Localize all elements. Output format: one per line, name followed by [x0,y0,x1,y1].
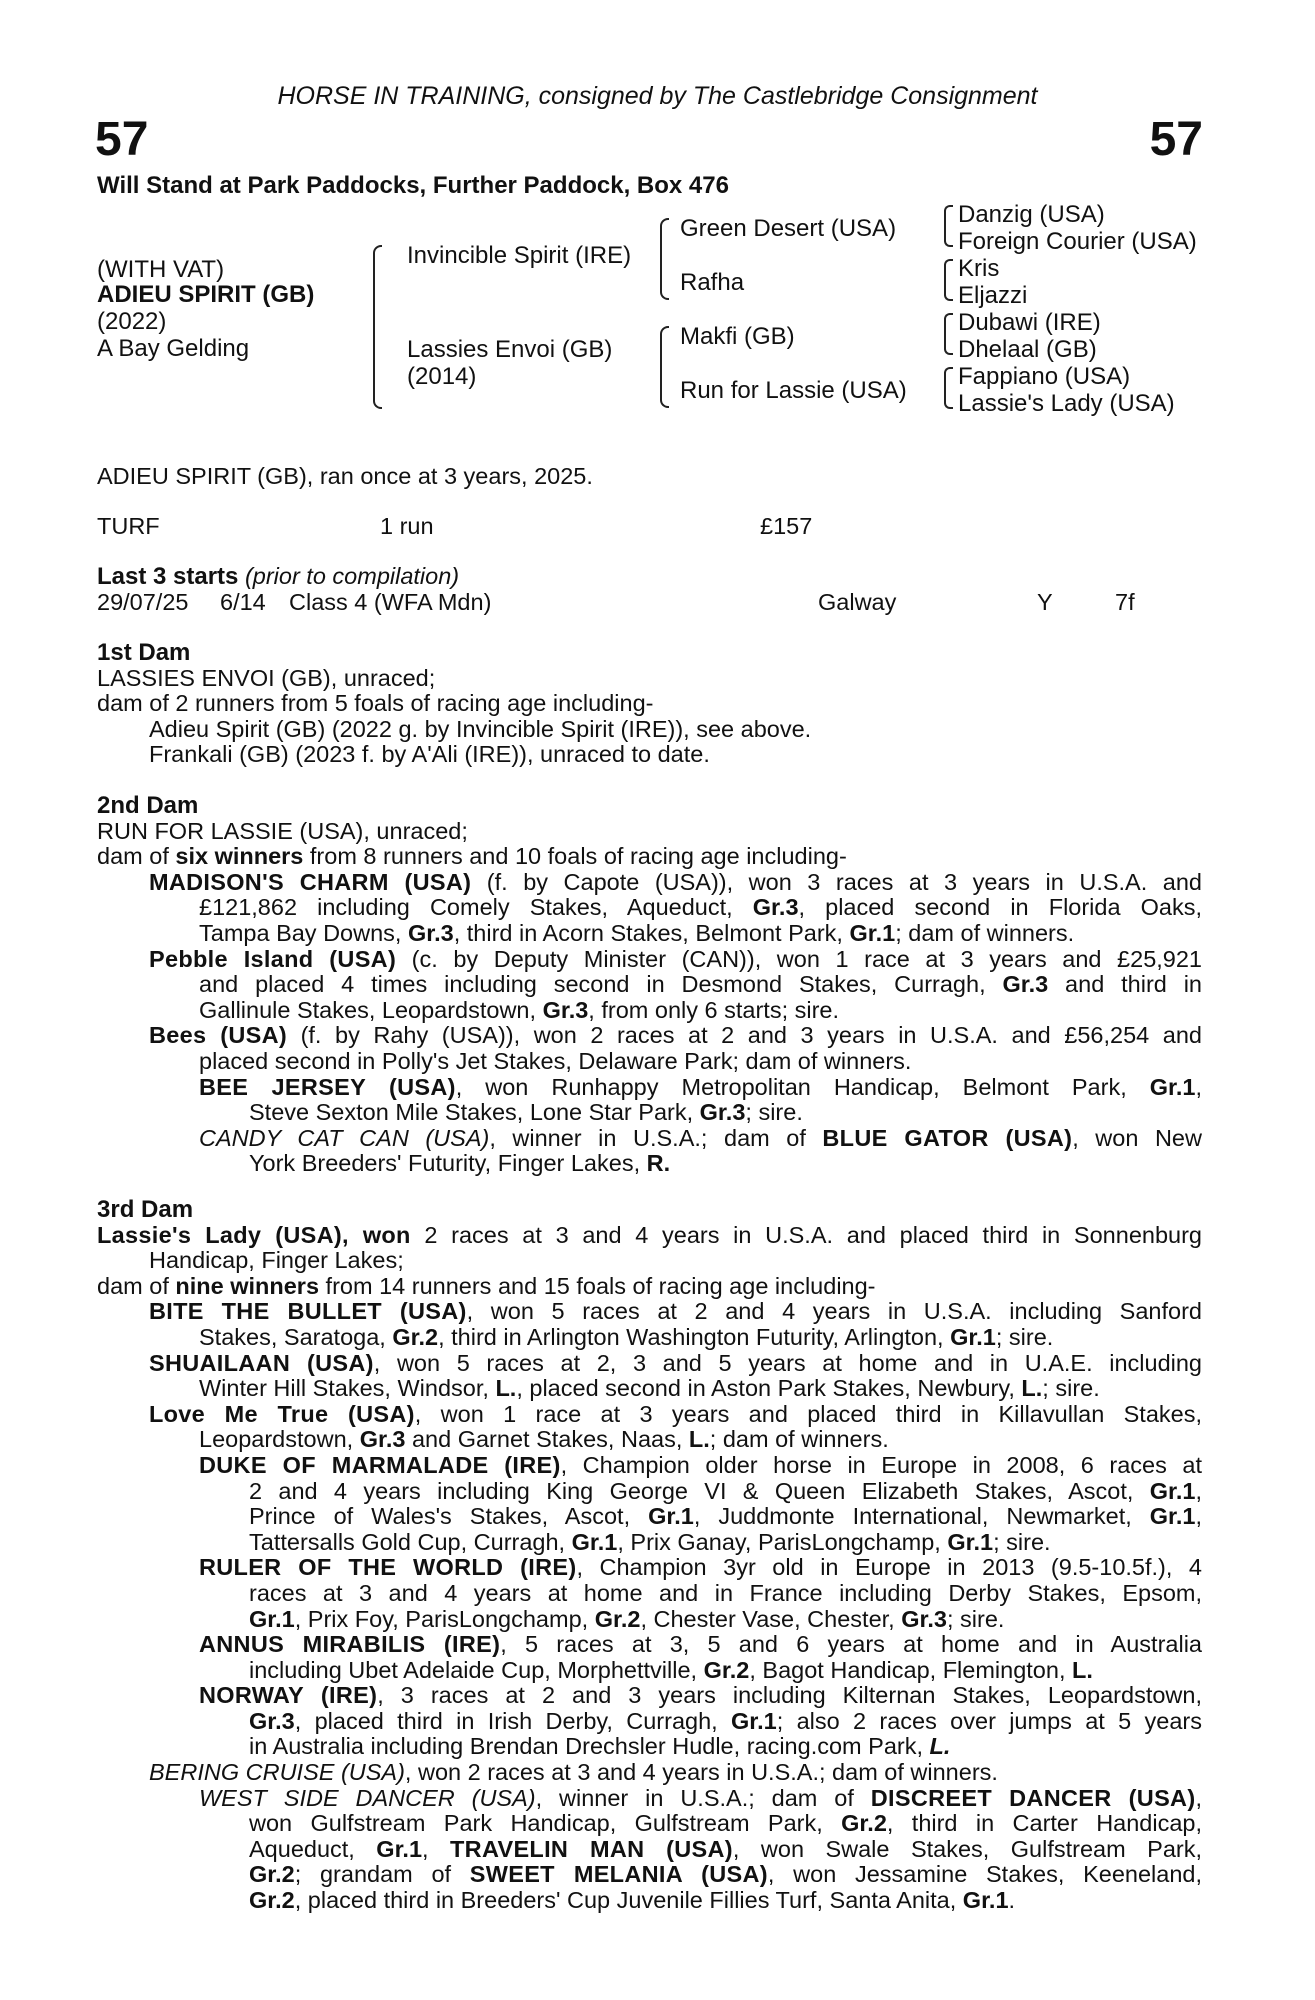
vat-label: (WITH VAT) [97,256,225,283]
start-date: 29/07/25 [97,589,189,615]
produce-entry: ANNUS MIRABILIS (IRE), 5 races at 3, 5 and 6 years at home and in Australia [199,1631,1202,1658]
pedigree-brace-1 [373,245,382,409]
catalogue-header: HORSE IN TRAINING, consigned by The Castlebridge Consignment [277,82,1038,110]
horse-description: A Bay Gelding [97,335,250,362]
produce-entry: 2 and 4 years including King George VI & Queen Elizabeth Stakes, Ascot, Gr.1, [249,1477,1202,1504]
produce-entry: BITE THE BULLET (USA), won 5 races at 2 and 4 years in U.S.A. including Sanford [149,1298,1202,1325]
start-distance: 7f [1115,589,1135,615]
start-race: Class 4 (WFA Mdn) [289,589,492,615]
produce-entry: Prince of Wales's Stakes, Ascot, Gr.1, Juddmonte International, Newmarket, Gr.1, [249,1503,1202,1530]
produce-entry: DUKE OF MARMALADE (IRE), Champion older horse in Europe in 2008, 6 races at [199,1451,1202,1478]
first-dam-section [97,640,1202,768]
sire: Invincible Spirit (IRE) [407,242,632,269]
ss-sire: Danzig (USA) [958,201,1105,228]
pedigree-brace-2 [660,218,669,300]
dam-sire: Makfi (GB) [680,323,795,350]
pedigree-brace-6 [944,313,953,355]
record-surface: TURF [97,513,160,539]
produce-entry: Gr.3, placed third in Irish Derby, Curragh, Gr.1; also 2 races over jumps at 5 years [249,1707,1202,1734]
sd-sire: Kris [958,255,1000,282]
pedigree-brace-5 [944,259,953,301]
record-earnings: £157 [760,513,813,539]
last-starts-title: Last 3 starts [97,563,239,590]
start-course: Galway [818,589,897,615]
second-dam-section [97,793,1202,1177]
produce-entry: MADISON'S CHARM (USA) (f. by Capote (USA)), won 3 races at 3 years in U.S.A. and [149,868,1202,895]
produce-entry: in Australia including Brendan Drechsler Hudle, racing.com Park, L. [249,1733,951,1760]
dd-dam: Lassie's Lady (USA) [958,390,1175,417]
produce-entry: SHUAILAAN (USA), won 5 races at 2, 3 and 5 years at home and in U.A.E. including [149,1349,1203,1376]
produce-entry: NORWAY (IRE), 3 races at 2 and 3 years including Kilternan Stakes, Leopardstown, [199,1682,1202,1709]
produce-entry: Gr.2, placed third in Breeders' Cup Juvenile Fillies Turf, Santa Anita, Gr.1. [249,1887,1016,1914]
produce-entry: Leopardstown, Gr.3 and Garnet Stakes, Naas, L.; dam of winners. [199,1426,889,1453]
third-dam-line: Lassie's Lady (USA), won 2 races at 3 and 4 years in U.S.A. and placed third in Sonnenburg [97,1221,1202,1248]
produce-entry: Gr.1, Prix Foy, ParisLongchamp, Gr.2, Chester Vase, Chester, Gr.3; sire. [249,1605,1005,1632]
second-dam-line: RUN FOR LASSIE (USA), unraced; [97,817,468,844]
third-dam-heading: 3rd Dam [97,1196,194,1223]
produce-entry: BERING CRUISE (USA), won 2 races at 3 and 4 years in U.S.A.; dam of winners. [149,1759,998,1786]
produce-entry: CANDY CAT CAN (USA), winner in U.S.A.; dam of BLUE GATOR (USA), won New [199,1124,1202,1151]
ds-sire: Dubawi (IRE) [958,309,1101,336]
lot-number-right: 57 [1149,113,1203,166]
third-dam-line: Handicap, Finger Lakes; [149,1247,404,1274]
pedigree-brace-7 [944,367,953,409]
first-dam-line: dam of 2 runners from 5 foals of racing age including- [97,690,654,717]
produce-entry: Pebble Island (USA) (c. by Deputy Minister (CAN)), won 1 race at 3 years and £25,921 [149,945,1203,972]
horse-name: ADIEU SPIRIT (GB) [97,281,315,308]
first-dam-produce: Frankali (GB) (2023 f. by A'Ali (IRE)), unraced to date. [149,741,710,768]
dam: Lassies Envoi (GB) [407,336,613,363]
horse-year: (2022) [97,308,167,335]
produce-entry: Winter Hill Stakes, Windsor, L., placed second in Aston Park Stakes, Newbury, L.; sire. [199,1375,1100,1402]
produce-entry: Stakes, Saratoga, Gr.2, third in Arlington Washington Futurity, Arlington, Gr.1; sire. [199,1323,1054,1350]
produce-entry: Steve Sexton Mile Stakes, Lone Star Park, Gr.3; sire. [249,1099,803,1126]
produce-entry: won Gulfstream Park Handicap, Gulfstream Park, Gr.2, third in Carter Handicap, [249,1810,1203,1837]
produce-entry: placed second in Polly's Jet Stakes, Delaware Park; dam of winners. [199,1047,912,1074]
produce-entry: Gallinule Stakes, Leopardstown, Gr.3, from only 6 starts; sire. [199,996,840,1023]
ds-dam: Dhelaal (GB) [958,336,1097,363]
record-runs: 1 run [380,513,434,539]
lot-number-left: 57 [95,113,149,166]
second-dam-line: dam of six winners from 8 runners and 10 foals of racing age including- [97,843,847,870]
start-going: Y [1037,589,1053,615]
produce-entry: York Breeders' Futurity, Finger Lakes, R. [249,1150,671,1177]
last-starts-heading [97,564,459,590]
venue-line: Will Stand at Park Paddocks, Further Paddock, Box 476 [97,172,729,199]
pedigree-brace-3 [660,326,669,408]
third-dam-line: dam of nine winners from 14 runners and 15 foals of racing age including- [97,1272,876,1299]
first-dam-heading: 1st Dam [97,639,191,666]
produce-entry: Bees (USA) (f. by Rahy (USA)), won 2 races at 2 and 3 years in U.S.A. and £56,254 and [149,1022,1202,1049]
dam-year: (2014) [407,363,477,390]
produce-entry: races at 3 and 4 years at home and in France including Derby Stakes, Epsom, [249,1579,1202,1606]
second-dam-heading: 2nd Dam [97,792,199,819]
produce-entry: and placed 4 times including second in Desmond Stakes, Curragh, Gr.3 and third in [199,971,1202,998]
dd-sire: Fappiano (USA) [958,363,1131,390]
pedigree-brace-4 [944,205,953,247]
ss-dam: Foreign Courier (USA) [958,228,1197,255]
race-summary: ADIEU SPIRIT (GB), ran once at 3 years, 2025. [97,463,593,489]
produce-entry: WEST SIDE DANCER (USA), winner in U.S.A.; dam of DISCREET DANCER (USA), [199,1784,1202,1811]
produce-entry: RULER OF THE WORLD (IRE), Champion 3yr old in Europe in 2013 (9.5-10.5f.), 4 [199,1554,1202,1581]
last-starts-note: (prior to compilation) [244,563,460,589]
produce-entry: Aqueduct, Gr.1, TRAVELIN MAN (USA), won Swale Stakes, Gulfstream Park, [249,1835,1203,1862]
sire-sire: Green Desert (USA) [680,215,897,242]
dam-dam: Run for Lassie (USA) [680,377,907,404]
produce-entry: BEE JERSEY (USA), won Runhappy Metropolitan Handicap, Belmont Park, Gr.1, [199,1073,1202,1100]
produce-entry: Love Me True (USA), won 1 race at 3 years and placed third in Killavullan Stakes, [149,1400,1202,1427]
sire-dam: Rafha [680,269,745,296]
third-dam-section [97,1197,1202,1914]
first-dam-line: LASSIES ENVOI (GB), unraced; [97,664,436,691]
first-dam-produce: Adieu Spirit (GB) (2022 g. by Invincible Spirit (IRE)), see above. [149,715,812,742]
produce-entry: £121,862 including Comely Stakes, Aqueduct, Gr.3, placed second in Florida Oaks, [199,894,1203,921]
produce-entry: including Ubet Adelaide Cup, Morphettville, Gr.2, Bagot Handicap, Flemington, L. [249,1656,1093,1683]
sd-dam: Eljazzi [958,282,1028,309]
produce-entry: Tampa Bay Downs, Gr.3, third in Acorn Stakes, Belmont Park, Gr.1; dam of winners. [199,919,1075,946]
produce-entry: Tattersalls Gold Cup, Curragh, Gr.1, Prix Ganay, ParisLongchamp, Gr.1; sire. [249,1528,1051,1555]
start-position: 6/14 [220,589,266,615]
produce-entry: Gr.2; grandam of SWEET MELANIA (USA), won Jessamine Stakes, Keeneland, [249,1861,1203,1888]
